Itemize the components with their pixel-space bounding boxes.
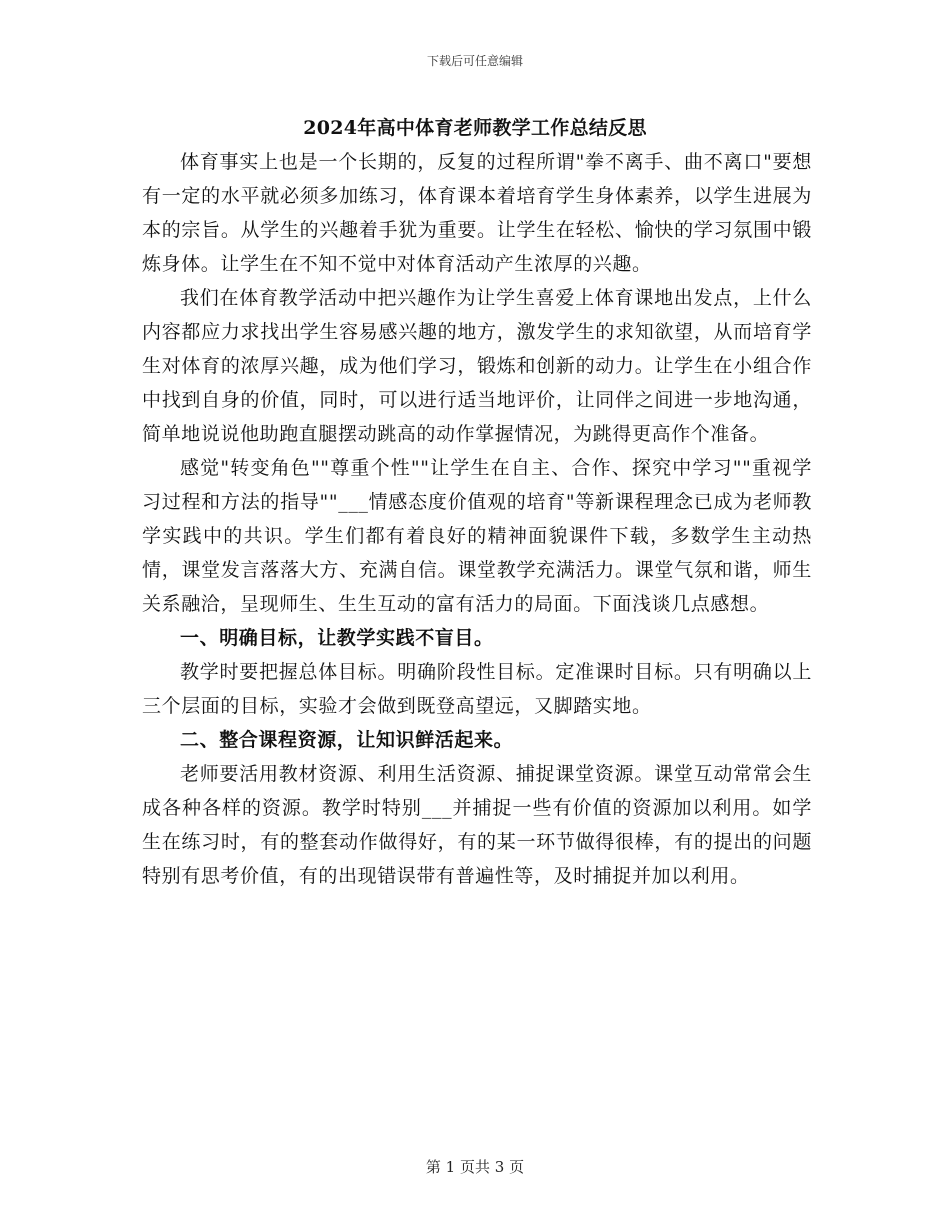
paragraph-3: 感觉"转变角色""尊重个性""让学生在自主、合作、探究中学习""重视学习过程和方法的指导""___情感态度价值观的培育"等新课程理念已成为老师教学实践中的共识。学生们都有着良好的精神面貌课件下载，多数学生主动热情，课堂发言落落大方、充满自信。课堂教学充满活力。课堂气氛和谐，师生关系融洽，呈现师生、生生互动的富有活力的局面。下面浅谈几点感想。 [142,457,812,615]
paragraph-2: 我们在体育教学活动中把兴趣作为让学生喜爱上体育课地出发点，上什么内容都应力求找出学生容易感兴趣的地方，激发学生的求知欲望，从而培育学生对体育的浓厚兴趣，成为他们学习，锻炼和创新的动力。让学生在小组合作中找到自身的价值，同时，可以进行适当地评价，让同伴之间进一步地沟通，简单地说说他助跑直腿摆动跳高的动作掌握情况，为跳得更高作个准备。 [142,287,812,445]
document-title: 2024年高中体育老师教学工作总结反思 [303,117,647,139]
section-heading-2: 二、整合课程资源，让知识鲜活起来。 [180,729,514,751]
paragraph-5: 老师要活用教材资源、利用生活资源、捕捉课堂资源。课堂互动常常会生成各种各样的资源。教学时特别___并捕捉一些有价值的资源加以利用。如学生在练习时，有的整套动作做得好，有的某一环节做得很棒，有的提出的问题特别有思考价值，有的出现错误带有普遍性等，及时捕捉并加以利用。 [142,763,812,887]
section-heading-1: 一、明确目标，让教学实践不盲目。 [180,627,494,649]
document-body [142,145,812,893]
paragraph-4: 教学时要把握总体目标。明确阶段性目标。定准课时目标。只有明确以上三个层面的目标，实验才会做到既登高望远，又脚踏实地。 [142,661,812,717]
paragraph-1: 体育事实上也是一个长期的，反复的过程所谓"拳不离手、曲不离口"要想有一定的水平就必须多加练习，体育课本着培育学生身体素养，以学生进展为本的宗旨。从学生的兴趣着手犹为重要。让学生在轻松、愉快的学习氛围中锻炼身体。让学生在不知不觉中对体育活动产生浓厚的兴趣。 [142,151,812,275]
header-note: 下载后可任意编辑 [426,54,523,68]
page-footer: 第 1 页共 3 页 [425,1158,525,1176]
